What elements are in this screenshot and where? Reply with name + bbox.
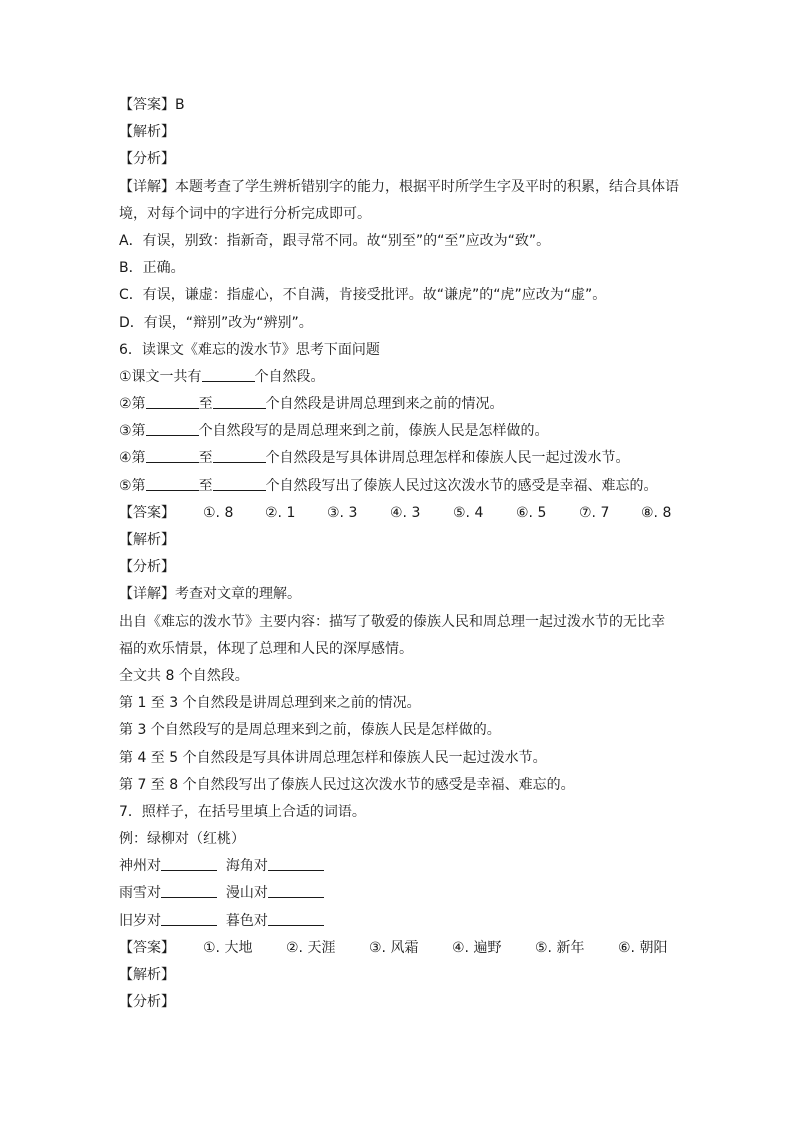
q6-answer-6: ⑥. 5	[516, 504, 547, 521]
q6-item3	[119, 418, 679, 445]
fill-blank	[268, 855, 324, 871]
q5-answer: 【答案】B	[119, 97, 185, 113]
q6-answer-row	[119, 500, 679, 527]
q7-answer-3: ③. 风霜	[369, 939, 419, 956]
q7-answer-2: ②. 天涯	[286, 939, 336, 956]
document-content	[119, 92, 679, 1016]
q7-row2	[119, 880, 679, 907]
q6-explain-5: 第 7 至 8 个自然段写出了傣族人民过这次泼水节的感受是幸福、难忘的。	[119, 776, 575, 793]
q6-item4	[119, 445, 679, 472]
q6-source-line2: 福的欢乐情景，体现了总理和人民的深厚感情。	[119, 640, 413, 657]
q6-item2	[119, 391, 679, 418]
q6-item2-mid: 至	[198, 396, 213, 413]
fill-blank	[146, 475, 199, 491]
q7-title: 7．照样子，在括号里填上合适的词语。	[119, 803, 366, 820]
fill-blank	[202, 366, 255, 382]
q7-row3-a: 旧岁对	[119, 912, 161, 929]
q6-item5	[119, 473, 679, 500]
q5-detail-line1: 【详解】本题考查了学生辨析错别字的能力，根据平时所学生字及平时的积累，结合具体语	[119, 178, 679, 195]
q7-row3-b: 暮色对	[225, 912, 268, 929]
q5-option-a: A．有误，别致：指新奇，跟寻常不同。故“别至”的“至”应改为“致”。	[119, 232, 551, 249]
fill-blank	[213, 475, 266, 491]
q6-detail: 【详解】考查对文章的理解。	[119, 586, 301, 603]
q6-explain-3: 第 3 个自然段写的是周总理来到之前，傣族人民是怎样做的。	[119, 722, 501, 739]
q6-source-line1: 出自《难忘的泼水节》主要内容：描写了敬爱的傣族人民和周总理一起过泼水节的无比幸	[119, 613, 665, 630]
q6-item3-post: 个自然段写的是周总理来到之前，傣族人民是怎样做的。	[198, 423, 549, 440]
q6-item2-pre: ②第	[119, 396, 146, 413]
q5-option-c: C．有误，谦虚：指虚心，不自满，肯接受批评。故“谦虎”的“虎”应改为“虚”。	[119, 287, 607, 304]
q6-item3-pre: ③第	[119, 423, 146, 440]
q6-item1-post: 个自然段。	[254, 368, 325, 385]
q7-answer-5: ⑤. 新年	[535, 939, 585, 956]
fill-blank	[161, 910, 217, 926]
q6-item2-post: 个自然段是讲周总理到来之前的情况。	[265, 396, 504, 413]
q6-item4-post: 个自然段是写具体讲周总理怎样和傣族人民一起过泼水节。	[265, 450, 630, 467]
q6-item5-post: 个自然段写出了傣族人民过这次泼水节的感受是幸福、难忘的。	[265, 477, 658, 494]
fill-blank	[161, 855, 217, 871]
q6-fenxi: 【分析】	[119, 559, 175, 576]
q6-answer-label: 【答案】	[119, 504, 175, 521]
q6-answer-2: ②. 1	[265, 504, 296, 521]
q7-fenxi: 【分析】	[119, 994, 175, 1011]
q6-item5-pre: ⑤第	[119, 477, 146, 494]
q7-answer-4: ④. 遍野	[452, 939, 502, 956]
fill-blank	[146, 447, 199, 463]
q5-jiexi: 【解析】	[119, 124, 175, 141]
fill-blank	[161, 882, 217, 898]
q7-answer-6: ⑥. 朝阳	[618, 939, 668, 956]
q7-row3	[119, 908, 679, 935]
q6-item1-pre: ①课文一共有	[119, 368, 202, 385]
fill-blank	[268, 910, 324, 926]
fill-blank	[213, 393, 266, 409]
q5-option-d: D．有误，“辩别”改为“辨别”。	[119, 314, 313, 331]
q6-answer-4: ④. 3	[390, 504, 421, 521]
q6-item5-mid: 至	[198, 477, 213, 494]
q7-answer-label: 【答案】	[119, 939, 175, 956]
q7-jiexi: 【解析】	[119, 967, 175, 983]
fill-blank	[213, 447, 266, 463]
q6-item4-mid: 至	[198, 450, 213, 467]
q5-fenxi: 【分析】	[119, 151, 175, 168]
q6-answer-7: ⑦. 7	[579, 504, 610, 521]
q7-answer-1: ①. 大地	[203, 939, 253, 956]
q6-jiexi: 【解析】	[119, 532, 175, 548]
q7-example: 例：绿柳对（红桃）	[119, 831, 245, 848]
q6-explain-1: 全文共 8 个自然段。	[119, 667, 249, 684]
q5-option-b: B．正确。	[119, 260, 185, 277]
fill-blank	[146, 420, 199, 436]
q5-detail-line2: 境，对每个词中的字进行分析完成即可。	[119, 205, 371, 222]
q7-row1-a: 神州对	[119, 858, 161, 875]
q6-answer-5: ⑤. 4	[453, 504, 484, 521]
q7-row2-a: 雨雪对	[119, 885, 161, 902]
q6-answer-1: ①. 8	[203, 504, 234, 521]
fill-blank	[146, 393, 199, 409]
fill-blank	[268, 882, 324, 898]
q6-answer-3: ③. 3	[327, 504, 358, 521]
q7-row1	[119, 853, 679, 880]
q7-answer-row	[119, 935, 679, 962]
q7-row2-b: 漫山对	[225, 885, 268, 902]
q6-title: 6．读课文《难忘的泼水节》思考下面问题	[119, 341, 380, 358]
q6-item1	[119, 364, 679, 391]
q6-explain-2: 第 1 至 3 个自然段是讲周总理到来之前的情况。	[119, 695, 421, 712]
q6-answer-8: ⑧. 8	[641, 504, 672, 521]
q6-explain-4: 第 4 至 5 个自然段是写具体讲周总理怎样和傣族人民一起过泼水节。	[119, 749, 547, 766]
q7-row1-b: 海角对	[225, 858, 268, 875]
q6-item4-pre: ④第	[119, 450, 146, 467]
